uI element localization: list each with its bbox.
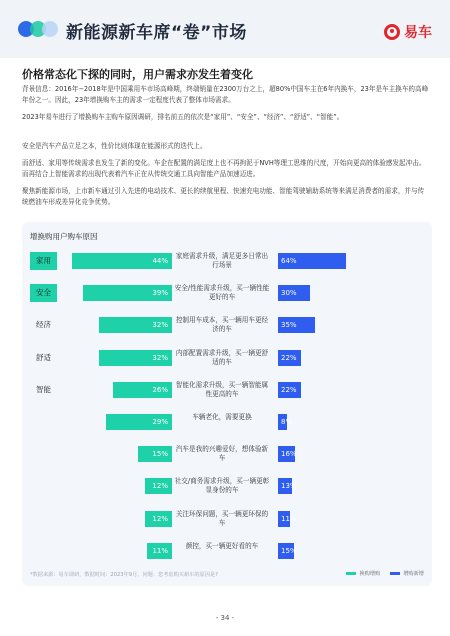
chart-row	[22, 413, 432, 431]
page-header	[0, 0, 450, 58]
yiche-logo	[384, 22, 432, 42]
bar-label-series-1: 44%	[152, 257, 168, 265]
reason-label: 社交/商务需求升级，买一辆更彰显身份的车	[174, 477, 270, 495]
chart-row	[22, 510, 432, 528]
brand-dots-icon	[18, 21, 58, 37]
legend-swatch-green	[346, 572, 356, 575]
bar-label-series-2: 22%	[281, 353, 297, 362]
reason-label: 家庭需求升级，满足更多日常出行场景	[175, 252, 269, 269]
paragraph-nev: 聚焦新能源市场，上市新车通过引入先进的电动技术、更长的续航里程、快速充电功能、智能驾驶辅助系统等来满足消费者的需求，并与传统燃油车形成差异化竞争优势。	[22, 187, 425, 206]
reason-label: 汽车是我的兴趣爱好，想体验新车	[175, 445, 269, 463]
chart-title: 增换购用户购车原因	[30, 232, 98, 241]
reason-label: 车辆老化，需要更换	[192, 413, 252, 421]
reason-label: 控制用车成本，买一辆用车更经济的车	[175, 316, 269, 334]
chart-row	[22, 349, 432, 367]
paragraph-safety: 安全是汽车产品立足之本，性价比则体现在能源形式的迭代上。	[22, 142, 207, 150]
bar-label-series-1: 32%	[152, 353, 168, 362]
reason-label: 颜控，买一辆更好看的车	[185, 541, 259, 550]
bar-label-series-2: 11%	[281, 514, 297, 523]
chart-row	[22, 381, 432, 399]
section-subheading: 价格常态化下探的同时，用户需求亦发生着变化	[22, 68, 253, 81]
chart-row	[22, 316, 432, 334]
bar-label-series-1: 39%	[152, 289, 168, 298]
bar-label-series-1: 15%	[152, 450, 168, 459]
chart-row	[22, 477, 432, 495]
bar-label-series-1: 26%	[152, 385, 168, 394]
chart-row	[22, 542, 432, 560]
bar-label-series-2: 15%	[281, 546, 297, 555]
category-tag: 智能	[36, 384, 51, 394]
bar-label-series-1: 32%	[152, 321, 168, 330]
chart-row	[22, 284, 432, 302]
legend-item-series-2	[390, 570, 424, 577]
chart-legend	[346, 570, 424, 577]
category-tag: 家用	[30, 252, 57, 270]
chart-row	[22, 252, 432, 270]
paragraph-background: 背景信息：2016年−2018年是中国乘用车市场高峰期，终端销量在2300万台之上，超80%中国车主在6年内换车，23年是车主换车的高峰年份之一。因此，23年增换购车主的需求一定程度代表了整体市场需求。	[22, 85, 429, 104]
page-number: - 34 -	[215, 614, 235, 622]
legend-label-series-1: 换购增购	[359, 571, 381, 577]
chart-panel	[22, 222, 432, 586]
yiche-logo-text: 易车	[404, 25, 432, 41]
legend-label-series-2: 增购新增	[403, 571, 424, 577]
legend-item-series-1	[346, 570, 380, 577]
bar-label-series-1: 12%	[152, 514, 168, 523]
paragraph-survey: 2023年易车进行了增换购车主购车原因调研，排名前五的依次是“家用”、“安全”、“经济”、“舒适”、“智能”。	[22, 113, 344, 121]
bar-label-series-2: 64%	[281, 257, 297, 265]
bar-label-series-2: 35%	[281, 321, 297, 330]
bar-label-series-1: 12%	[152, 482, 168, 491]
reason-label: 关注环保问题，买一辆更环保的车	[175, 509, 269, 527]
bar-label-series-2: 8%	[281, 418, 293, 426]
yiche-logo-icon	[384, 24, 400, 40]
chart-row	[22, 445, 432, 463]
bar-label-series-1: 11%	[152, 546, 168, 555]
category-tag: 经济	[36, 320, 51, 330]
legend-swatch-blue	[390, 572, 400, 575]
paragraph-comfort: 而舒适、家用等传统需求也发生了新的变化。车企在配置的满足度上也不再拘泥于NVH等理工思维的尺度，开始向更高的体验感发起冲击。而再结合上智能需求的出现代表着汽车正在从传统交通工具向智能产品加速迈进。	[22, 159, 426, 178]
reason-label: 内部配置需求升级，买一辆更舒适的车	[175, 348, 269, 366]
bar-label-series-2: 22%	[281, 385, 297, 394]
bar-label-series-2: 16%	[281, 450, 297, 459]
chart-source: *数据来源：易车调研，数据时间：2023年9月，问题：您考虑购买新车的原因是?	[30, 572, 218, 578]
bar-label-series-2: 13%	[281, 482, 297, 491]
page-title: 新能源新车席“卷”市场	[66, 23, 247, 43]
reason-label: 安全/性能需求升级，买一辆性能更好的车	[174, 284, 270, 302]
category-tag: 舒适	[36, 352, 51, 362]
reason-label: 智能化需求升级，买一辆智能属性更高的车	[175, 380, 269, 398]
bar-label-series-1: 29%	[152, 418, 168, 426]
category-tag: 安全	[30, 284, 57, 302]
bar-label-series-2: 30%	[281, 289, 297, 298]
